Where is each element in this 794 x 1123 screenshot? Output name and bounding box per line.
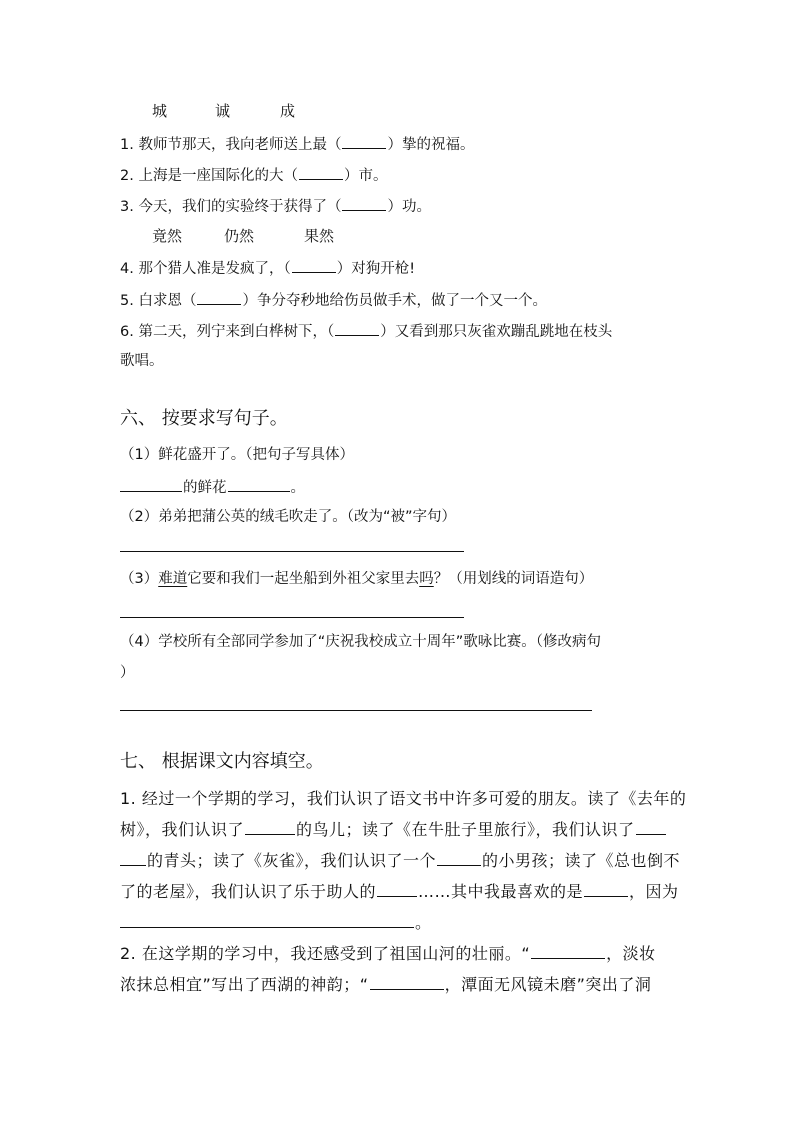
answer-blank[interactable] <box>377 881 417 897</box>
answer-blank[interactable] <box>228 476 290 492</box>
answer-line[interactable] <box>120 617 464 618</box>
answer-blank[interactable] <box>342 133 386 149</box>
word-option: 城 <box>152 102 168 120</box>
sentence-task-3: （3）难道它要和我们一起坐船到外祖父家里去吗？（用划线的词语造句） <box>120 571 594 587</box>
answer-blank[interactable] <box>292 257 336 273</box>
question-6-continued: 歌唱。 <box>120 353 164 369</box>
fill-paragraph-1-line-5: 。 <box>120 912 432 934</box>
question-3: 3. 今天，我们的实验终于获得了（ ）功。 <box>120 195 431 217</box>
answer-blank[interactable] <box>437 850 481 866</box>
question-5: 5. 白求恩（ ）争分夺秒地给伤员做手术，做了一个又一个。 <box>120 289 547 311</box>
fill-paragraph-1-line-4: 了的老屋》，我们认识了乐于助人的 ……其中我最喜欢的是 ，因为 <box>120 882 679 901</box>
sentence-task-4: （4）学校所有全部同学参加了“庆祝我校成立十周年”歌咏比赛。（修改病句 <box>120 634 601 650</box>
answer-blank[interactable] <box>299 164 343 180</box>
answer-blank[interactable] <box>370 974 444 990</box>
word-option: 果然 <box>304 227 335 245</box>
sentence-task-1: （1）鲜花盛开了。（把句子写具体） <box>120 447 354 463</box>
word-option: 仍然 <box>224 227 255 245</box>
sentence-task-4-continued: ） <box>120 665 135 681</box>
section-7-title: 七、 根据课文内容填空。 <box>120 751 324 772</box>
answer-blank[interactable] <box>245 819 295 835</box>
word-option: 成 <box>280 102 296 120</box>
sentence-task-1-answer: 的鲜花 。 <box>120 476 305 498</box>
answer-blank[interactable] <box>584 881 628 897</box>
answer-blank[interactable] <box>120 850 146 866</box>
answer-blank[interactable] <box>335 320 379 336</box>
section-6-title: 六、 按要求写句子。 <box>120 408 288 429</box>
answer-line[interactable] <box>120 710 592 711</box>
question-6: 6. 第二天，列宁来到白桦树下，（ ）又看到那只灰雀欢蹦乱跳地在枝头 <box>120 320 612 342</box>
fill-paragraph-2-line-1: 2. 在这学期的学习中，我还感受到了祖国山河的壮丽。“ ，淡妆 <box>120 944 656 963</box>
sentence-task-2: （2）弟弟把蒲公英的绒毛吹走了。（改为“被”字句） <box>120 509 456 525</box>
answer-blank[interactable] <box>342 195 386 211</box>
question-2: 2. 上海是一座国际化的大（ ）市。 <box>120 164 387 186</box>
question-1: 1. 教师节那天，我向老师送上最（ ）挚的祝福。 <box>120 133 474 155</box>
fill-paragraph-1-line-3: 的青头；读了《灰雀》，我们认识了一个 的小男孩；读了《总也倒不 <box>120 850 680 872</box>
answer-blank[interactable] <box>197 289 241 305</box>
fill-paragraph-2-line-2: 浓抹总相宜”写出了西湖的神韵；“ ，潭面无风镜未磨”突出了洞 <box>120 975 652 994</box>
word-option: 诚 <box>215 102 231 120</box>
answer-blank[interactable] <box>120 476 182 492</box>
fill-paragraph-1-line-2: 树》，我们认识了 的鸟儿；读了《在牛肚子里旅行》，我们认识了 <box>120 819 667 841</box>
word-option: 竟然 <box>152 227 183 245</box>
answer-blank[interactable] <box>531 943 605 959</box>
answer-blank[interactable] <box>120 912 414 928</box>
question-4: 4. 那个猎人准是发疯了，（ ）对狗开枪! <box>120 257 415 279</box>
answer-blank[interactable] <box>636 819 666 835</box>
fill-paragraph-1-line-1: 1. 经过一个学期的学习，我们认识了语文书中许多可爱的朋友。读了《去年的 <box>120 789 687 808</box>
answer-line[interactable] <box>120 551 464 552</box>
